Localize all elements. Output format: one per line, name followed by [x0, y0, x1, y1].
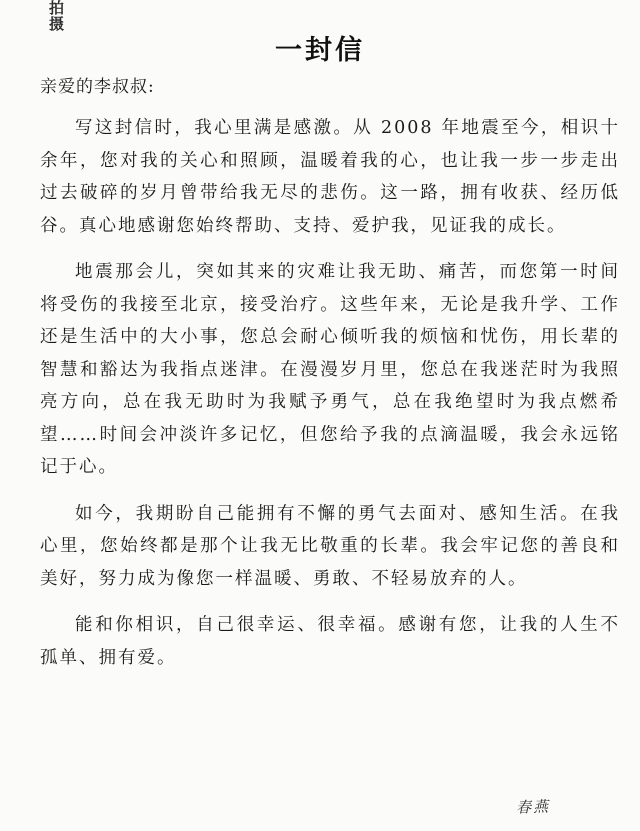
letter-salutation: 亲爱的李叔叔: [40, 77, 155, 97]
paragraph-2: 地震那会儿，突如其来的灾难让我无助、痛苦，而您第一时间将受伤的我接至北京，接受治疗。这些年来，无论是我升学、工作还是生活中的大小事，您总会耐心倾听我的烦恼和忧伤，用长辈的智慧和豁达为我指点迷津。在漫漫岁月里，您总在我迷茫时为我照亮方向，总在我无助时为我赋予勇气，总在我绝望时为我点燃希望……时间会冲淡许多记忆，但您给予我的点滴温暖，我会永远铭记于心。 [40, 262, 620, 477]
letter-title: 一封信 [275, 35, 365, 66]
letter-signature: 春燕 [515, 797, 551, 817]
paragraph-4: 能和你相识，自己很幸运、很幸福。感谢有您，让我的人生不孤单、拥有爱。 [40, 615, 620, 668]
letter-body [40, 112, 620, 688]
photo-stamp: 拍摄 [47, 0, 65, 32]
paragraph-1: 写这封信时，我心里满是感激。从 2008 年地震至今，相识十余年，您对我的关心和照顾，温暖着我的心，也让我一步一步走出过去破碎的岁月曾带给我无尽的悲伤。这一路，拥有收获、经历低谷。真心地感谢您始终帮助、支持、爱护我，见证我的成长。 [40, 118, 620, 236]
paragraph-3: 如今，我期盼自己能拥有不懈的勇气去面对、感知生活。在我心里，您始终都是那个让我无比敬重的长辈。我会牢记您的善良和美好，努力成为像您一样温暖、勇敢、不轻易放弃的人。 [40, 503, 620, 589]
